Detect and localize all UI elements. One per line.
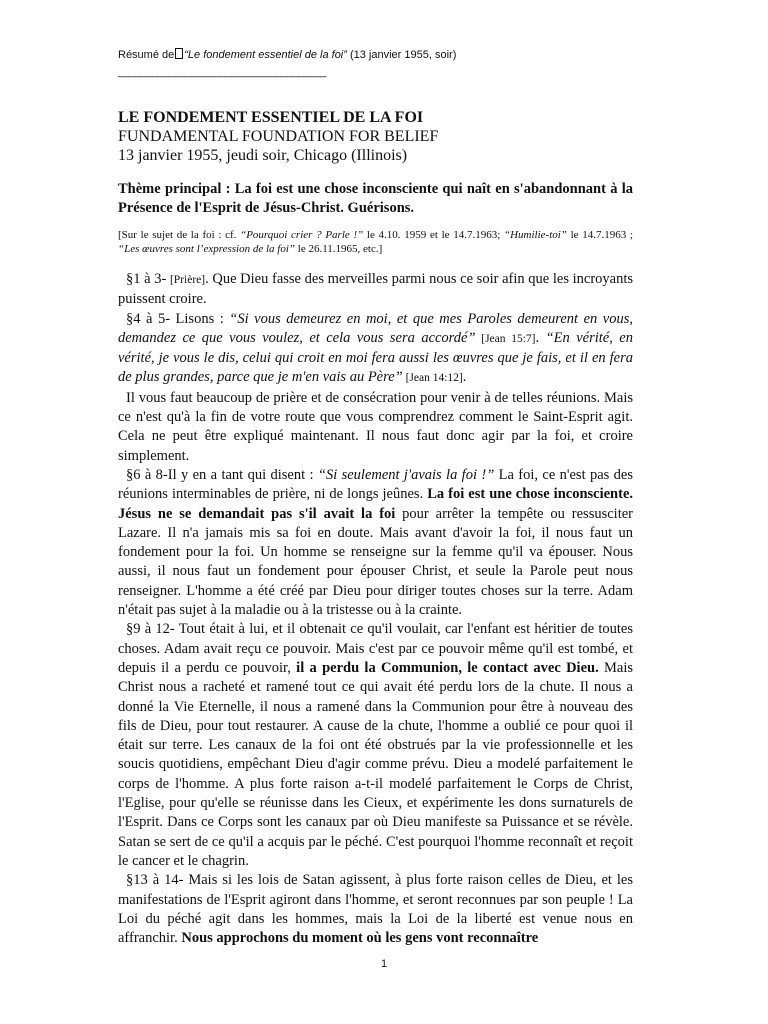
header-missing-glyph [175, 48, 183, 59]
reference-note [118, 228, 633, 256]
ref-text: [Sur le sujet de la foi : cf. [118, 229, 241, 241]
scripture-quote: “En vérité, en vérité, je vous le dis, celui qui croit en moi fera aussi les œuvres que je fais, et il en fera de plus grandes, parce que je m'en vais au Père” [118, 329, 633, 386]
bible-reference: [Jean 14:12] [402, 372, 463, 385]
header-prefix: Résumé de [118, 49, 175, 61]
paragraph-text: §13 à 14- Mais si les lois de Satan agissent, à plus forte raison celles de Dieu, et les manifestations de l'Esprit agiront dans l'homme, et seront reconnues par son peuple ! La Loi du péché agit dans les hommes, mais la Loi de la liberté est venue nous en affranchir. [118, 872, 633, 947]
emphasis: il a perdu la Communion, le contact avec Dieu. [296, 659, 599, 676]
paragraph [118, 310, 633, 389]
title-french: LE FONDEMENT ESSENTIEL DE LA FOI [118, 109, 424, 126]
paragraph-text: §6 à 8-Il y en a tant qui disent : [126, 466, 318, 483]
ref-text: le 4.10. 1959 et le 14.7.1963; [363, 229, 504, 241]
page-number: 1 [380, 958, 388, 970]
paragraph-text: §9 à 12- Tout était à lui, et il obtenait ce qu'il voulait, car l'enfant est héritier de toutes choses. Adam avait reçu ce pouvoir. Mais c'est par ce pouvoir même qu'il est tombé, et depuis il a perdu ce pouvoir, [118, 621, 633, 676]
title-english: FUNDAMENTAL FOUNDATION FOR BELIEF [118, 128, 439, 145]
quote: “Si seulement j'avais la foi !” [317, 466, 495, 483]
document-body [118, 270, 633, 948]
header-rule: _____________________________________ [118, 66, 326, 78]
bracket-note: [Prière] [169, 274, 206, 286]
paragraph-text: §4 à 5- Lisons : [126, 310, 230, 327]
ref-text: le 26.11.1965, etc.] [295, 243, 383, 255]
ref-title: “Humilie-toi” [503, 229, 567, 241]
paragraph-text: . [462, 369, 467, 386]
emphasis: Nous approchons du moment où les gens vont reconnaître [181, 930, 539, 947]
paragraph [118, 270, 633, 310]
paragraph-text: pour arrêter la tempête ou ressusciter Lazare. Il n'a jamais mis sa foi en doute. Mais avant d'avoir la foi, il nous faut un fondement pour la foi. Un homme se renseigne sur la femme qu'il va épouser. Nous aussi, il nous faut un fondement pour épouser Christ, et seule la Parole peut nous renseigner. L'homme a été créé par Dieu pour diriger toutes choses sur la terre. Adam n'était pas sujet à la maladie ou à la tristesse ou à la crainte. [118, 505, 633, 619]
paragraph-text: . Que Dieu fasse des merveilles parmi nous ce soir afin que les incroyants puissent croire. [118, 271, 634, 308]
paragraph-text: Mais Christ nous a racheté et ramené tout ce qui avait été perdu lors de la chute. Il nous a donné la Vie Eternelle, il nous a ramené dans la Communion pour être à nouveau des fils de Dieu, pour tout restaurer. A cause de la chute, l'homme a oublié ce pour quoi il était sur terre. Les canaux de la foi ont été obstrués par la vie professionnelle et les soucis quotidiens, empêchant Dieu d'agir comme prévu. Dieu a modelé parfaitement le corps de l'homme. A plus forte raison a-t-il modelé parfaitement le Corps de Christ, l'Eglise, pour qu'elle se réunisse dans les Cieux, et expérimente les dons surnaturels de l'Esprit. Dans ce Corps sont les canaux par où Dieu manifeste sa Puissance et se révèle. Satan se sert de ce qu'il a acquis par le péché. C'est pourquoi l'homme reconnaît et reçoit le cancer et le chagrin. [118, 659, 634, 869]
ref-title: “Pourquoi crier ? Parle !” [240, 229, 364, 241]
paragraph-text: §1 à 3- [126, 271, 170, 287]
paragraph [118, 620, 633, 871]
main-theme: Thème principal : La foi est une chose inconsciente qui naît en s'abandonnant à la Présence de l'Esprit de Jésus-Christ. Guérisons. [118, 181, 633, 216]
ref-title: “Les œuvres sont l’expression de la foi” [118, 243, 296, 255]
paragraph [118, 466, 633, 620]
ref-text: le 14.7.1963 ; [566, 229, 633, 241]
header-date: (13 janvier 1955, soir) [346, 49, 457, 61]
emphasis: La foi est une chose inconsciente. Jésus ne se demandait pas s'il avait la foi [118, 486, 634, 522]
title-block [118, 108, 658, 165]
bible-reference: [Jean 15:7] [475, 332, 536, 345]
sermon-date: 13 janvier 1955, jeudi soir, Chicago (Illinois) [118, 147, 408, 164]
paragraph: Il vous faut beaucoup de prière et de consécration pour venir à de telles réunions. Mais ce n'est qu'à la fin de votre route que vous comprendrez comment le Saint-Esprit agit. Cela ne peut être expliqué maintenant. Il nous faut donc agir par la foi, et croire simplement. [118, 389, 633, 464]
paragraph-text: La foi, ce n'est pas des réunions interminables de prière, ni de longs jeûnes. [118, 466, 633, 503]
running-header [118, 48, 678, 62]
scripture-quote: “Si vous demeurez en moi, et que mes Paroles demeurent en vous, demandez ce que vous voulez, et cela vous sera accordé” [118, 310, 633, 346]
paragraph-text: . [535, 329, 546, 346]
header-title: “Le fondement essentiel de la foi” [184, 49, 347, 61]
paragraph [118, 871, 633, 948]
